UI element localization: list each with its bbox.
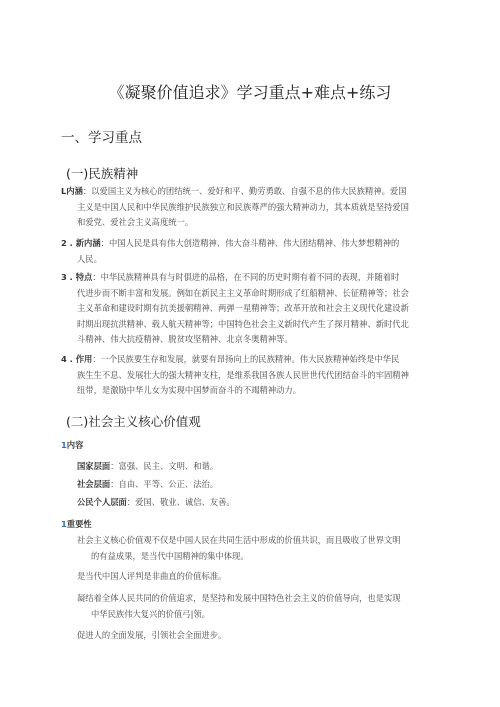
part-heading-national-spirit: (一)民族精神 [66, 166, 139, 181]
item-line: 主义革命和建设时期有抗美援朝精神、两弹一星精神等；改革开放和社会主义现代化建设新 [77, 303, 409, 313]
item-line: 纽带，是激励中华儿女为实现中国梦而奋斗的不竭精神动力。 [77, 385, 302, 395]
item-key: 作用 [75, 354, 93, 364]
item-number: 3 [61, 272, 67, 282]
point-line: 凝结着全体人民共同的价值追求，是坚持和发展中国特色社会主义的价值导向，也是实现 [77, 593, 401, 603]
point-line: 的有益成果，是当代中国精神的集中体现。 [91, 550, 249, 561]
importance-point [77, 533, 457, 564]
subheading-number: 1 [61, 519, 67, 529]
point-line: 促进人的全面发展，引领社会全面进步。 [77, 630, 227, 640]
row-text: 富强、民主、文明、和谐。 [118, 461, 219, 471]
item-line: 和爱党、爱社会主义高度统一。 [77, 217, 194, 227]
item-key: 特点 [75, 272, 93, 282]
item-line: 代进步而不断丰富和发展。例如在新民主主义革命时期形成了红船精神、长征精神等；社会 [77, 287, 409, 298]
item-key: 新内涵 [75, 238, 101, 248]
item-sep: ： [100, 238, 109, 248]
row-text: 爱国、敬业、诚信、友善。 [135, 497, 235, 507]
subheading-label: 内容 [66, 440, 84, 450]
row-key: 公民个人层面 [77, 497, 127, 507]
item-features: 3 . 特点：中华民族精神具有与时俱进的品格，在不同的历史时期有着不同的表现，并随着时 代进步而不断丰富和发展。例如在新民主主义革命时期形成了红船精神、长征精神等；社会 主义革命和建设时期有抗美援朝精神、两弹一星精神等；改革开放和社会主义现代化建设新 时期出现抗洪精神、载人航天精神等；中国特色社会主义新时代产生了探月精神、新时代北 斗精神、伟大抗疫精神、脱贫攻坚精神、北京冬奥精神等。 [61, 270, 453, 348]
document-title: 《凝聚价值追求》学习重点+难点+练习 [108, 83, 392, 102]
item-line: 人民。 [77, 253, 102, 264]
row-text: 自由、平等、公正、法治。 [118, 479, 219, 489]
item-number: 4 [61, 354, 67, 364]
item-function: 4 . 作用：一个民族要生存和发展，就要有昂扬向上的民族精神。伟大民族精神始终是中华民 族生生不息、发展壮大的强大精神支柱，是维系我国各族人民世世代代团结奋斗的牢固精神 纽带，是激励中华儿女为实现中国梦而奋斗的不竭精神动力。 [61, 352, 453, 399]
subheading-label: 重要性 [66, 519, 92, 529]
importance-point [77, 628, 457, 644]
item-line: 以爱国主义为核心的团结统一、爱好和平、勤劳勇敢、自强不息的伟大民族精神。爱国 [91, 186, 407, 196]
item-sep: ： [92, 272, 101, 282]
item-line: 主义是中国人民和中华民族维护民族独立和民族尊严的强大精神动力，其本质就是坚持爱国 [77, 201, 409, 212]
importance-point [77, 569, 457, 585]
item-line: 中国人民是具有伟大创造精神、伟大奋斗精神、伟大团结精神、伟大梦想精神的 [108, 238, 400, 248]
row-sep: ： [110, 479, 119, 489]
point-line: 社会主义核心价值观不仅是中国人民在共同生活中形成的价值共识，而且吸收了世界文明 [77, 535, 401, 545]
part-heading-core-values: (二)社会主义核心价值观 [66, 414, 201, 429]
point-line: 中华民族伟大复兴的价值弓|领。 [91, 608, 210, 619]
item-sep: ： [82, 186, 92, 196]
item-line: 一个民族要生存和发展，就要有昂扬向上的民族精神。伟大民族精神始终是中华民 [100, 354, 400, 364]
row-key: 社会层面 [77, 479, 111, 489]
item-number: 2 [61, 238, 67, 248]
value-row-individual [77, 496, 235, 508]
subheading-content [61, 439, 83, 451]
item-new-connotation: 2 . 新内涵：中国人民是具有伟大创造精神、伟大奋斗精神、伟大团结精神、伟大梦想精神的 人民。 [61, 236, 453, 267]
subheading-number: 1 [61, 440, 67, 450]
item-number: L [61, 186, 67, 196]
importance-point [77, 591, 457, 622]
item-line: 时期出现抗洪精神、载人航天精神等；中国特色社会主义新时代产生了探月精神、新时代北 [77, 318, 409, 329]
item-line: 族生生不息、发展壮大的强大精神支柱，是维系我国各族人民世世代代团结奋斗的牢固精神 [77, 369, 409, 380]
row-key: 国家层面 [77, 461, 111, 471]
item-sep: ： [92, 354, 101, 364]
item-connotation [61, 184, 453, 231]
row-sep: ： [110, 461, 119, 471]
value-row-national [77, 460, 218, 472]
item-key: 内涵 [66, 186, 83, 196]
row-sep: ： [126, 497, 136, 507]
section-heading-key-points: 一、学习重点 [61, 130, 142, 146]
value-row-social [77, 478, 218, 490]
item-line: 斗精神、伟大抗疫精神、脱贫攻坚精神、北京冬奥精神等。 [77, 334, 293, 344]
item-line: 中华民族精神具有与时俱进的品格，在不同的历史时期有着不同的表现，并随着时 [100, 272, 400, 282]
subheading-importance [61, 518, 92, 530]
point-line: 是当代中国人评判是非曲直的价值标准。 [77, 571, 227, 581]
